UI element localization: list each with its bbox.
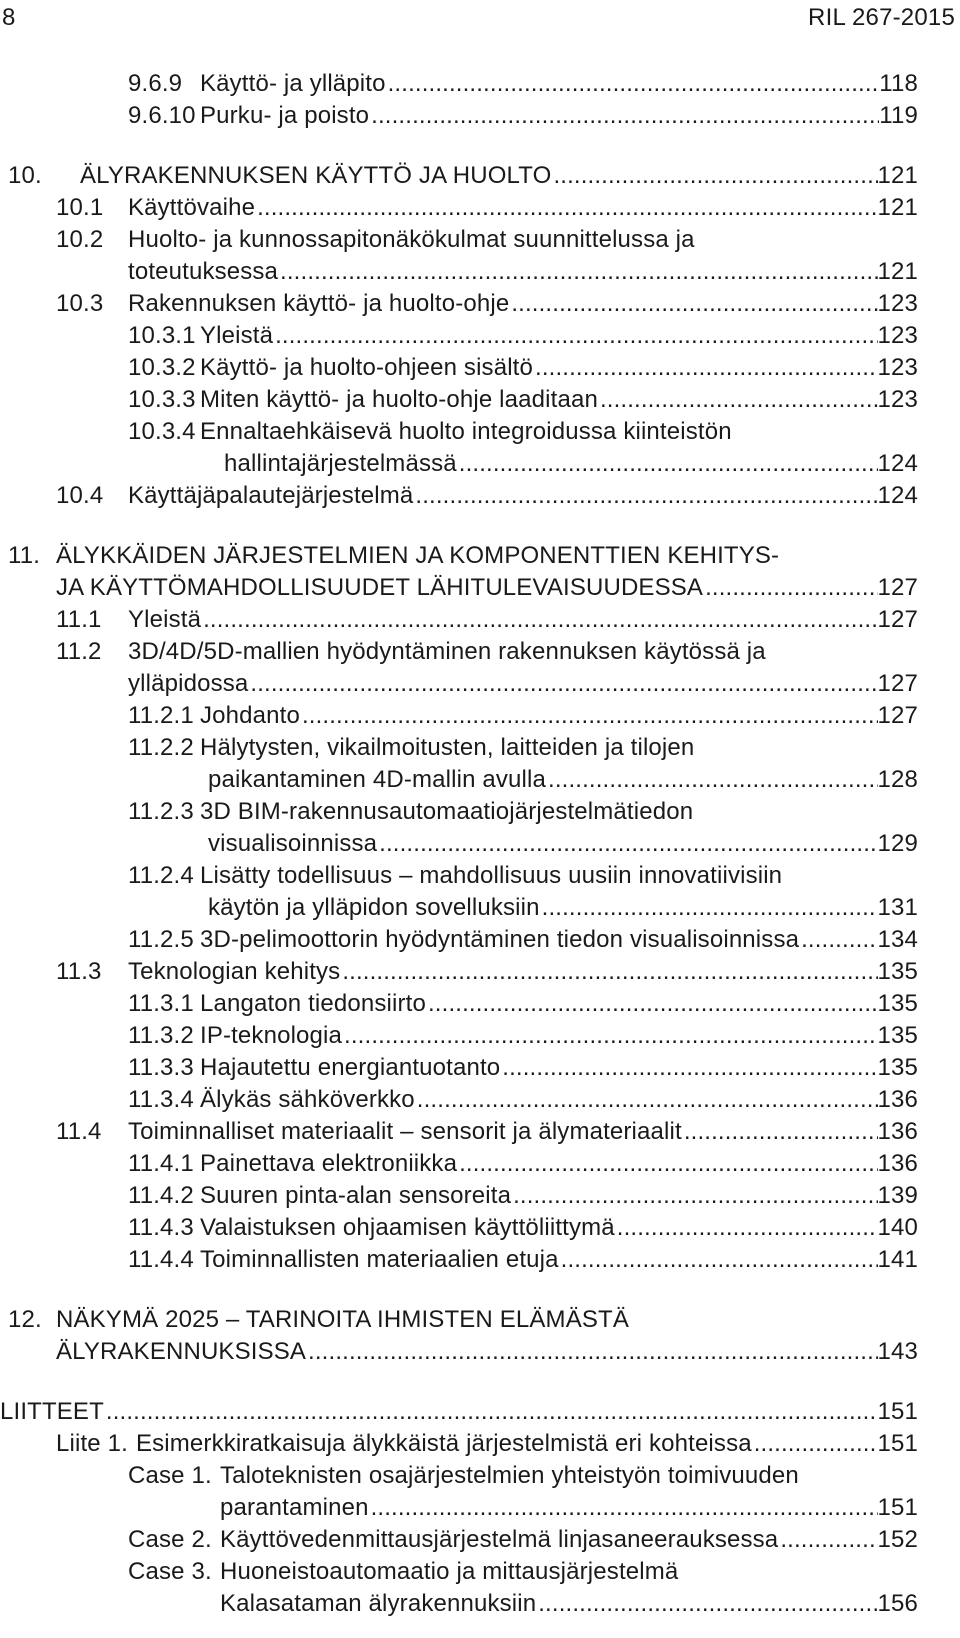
toc-entry-number: 11.3.3 xyxy=(128,1054,194,1081)
toc-entry-number: 10.4 xyxy=(56,482,104,509)
toc-entry-page: 136 xyxy=(877,1086,918,1113)
toc-entry[interactable] xyxy=(56,670,918,702)
toc-entry[interactable] xyxy=(8,162,918,194)
toc-entry[interactable] xyxy=(128,1590,918,1622)
toc-entry-page: 123 xyxy=(877,354,918,381)
toc-entry-page: 123 xyxy=(877,290,918,317)
toc-leader-dots xyxy=(340,958,877,986)
toc-entry[interactable] xyxy=(128,1182,918,1214)
toc-entry-title: LIITTEET xyxy=(0,1398,104,1425)
toc-entry-number: 11.3 xyxy=(56,958,102,985)
toc-entry[interactable] xyxy=(56,958,918,990)
toc-entry-page: 127 xyxy=(877,670,918,697)
toc-entry[interactable] xyxy=(56,194,918,226)
toc-entry-page: 151 xyxy=(877,1398,918,1425)
toc-entry-page: 140 xyxy=(877,1214,918,1241)
toc-entry[interactable] xyxy=(128,354,918,386)
toc-entry-page: 135 xyxy=(877,1054,918,1081)
toc-entry-title: IP-teknologia xyxy=(200,1022,343,1049)
page-number: 8 xyxy=(2,4,16,31)
toc-entry-number: 11.3.2 xyxy=(128,1022,194,1049)
toc-entry-title: Ennaltaehkäisevä huolto integroidussa kiinteistön xyxy=(200,418,732,445)
toc-entry[interactable] xyxy=(0,1398,918,1430)
toc-entry-page: 139 xyxy=(877,1182,918,1209)
toc-entry[interactable] xyxy=(128,1494,918,1526)
toc-entry[interactable] xyxy=(128,830,918,862)
toc-entry-title: Purku- ja poisto xyxy=(200,102,370,129)
toc-entry-title: Rakennuksen käyttö- ja huolto-ohje xyxy=(128,290,510,317)
toc-entry-number: 11.2.5 xyxy=(128,926,194,953)
toc-entry-number: 10.3.4 xyxy=(128,418,196,445)
toc-entry-number: 11.4.2 xyxy=(128,1182,194,1209)
toc-entry[interactable] xyxy=(56,606,918,638)
toc-entry-number: 11.2.1 xyxy=(128,702,194,729)
toc-entry[interactable] xyxy=(128,798,918,830)
toc-entry-number: 11.2 xyxy=(56,638,102,665)
toc-entry-title: Yleistä xyxy=(200,322,274,349)
toc-entry-page: 118 xyxy=(879,70,918,97)
toc-entry[interactable] xyxy=(128,102,918,134)
toc-leader-dots xyxy=(799,926,877,954)
toc-entry-page: 151 xyxy=(877,1430,918,1457)
toc-entry[interactable] xyxy=(56,1118,918,1150)
toc-entry-title: Käyttö- ja huolto-ohjeen sisältö xyxy=(200,354,533,381)
toc-entry[interactable] xyxy=(128,926,918,958)
toc-entry-number: 11.4 xyxy=(56,1118,102,1145)
toc-leader-dots xyxy=(509,290,877,318)
toc-entry[interactable] xyxy=(128,386,918,418)
toc-entry-page: 135 xyxy=(877,1022,918,1049)
toc-entry-title: Käyttövedenmittausjärjestelmä linjasaneerauksessa xyxy=(220,1526,779,1553)
toc-entry[interactable] xyxy=(128,766,918,798)
toc-entry-number: 11.2.4 xyxy=(128,862,194,889)
toc-entry-number: 11.2.2 xyxy=(128,734,194,761)
toc-entry[interactable] xyxy=(128,1526,918,1558)
toc-entry-title: käytön ja ylläpidon sovelluksiin xyxy=(208,894,540,921)
toc-entry-number: 11.3.1 xyxy=(128,990,194,1017)
toc-entry-title: 3D-pelimoottorin hyödyntäminen tiedon visualisoinnissa xyxy=(200,926,800,953)
toc-entry-page: 135 xyxy=(877,958,918,985)
toc-entry-title: visualisoinnissa xyxy=(208,830,378,857)
toc-entry[interactable] xyxy=(128,1558,918,1590)
toc-entry[interactable] xyxy=(128,862,918,894)
toc-entry-title: Langaton tiedonsiirto xyxy=(200,990,426,1017)
toc-entry-number: 12. xyxy=(8,1306,42,1333)
toc-entry-title: toteutuksessa xyxy=(128,258,279,285)
toc-leader-dots xyxy=(752,1430,878,1458)
toc-entry[interactable] xyxy=(128,70,918,102)
toc-entry[interactable] xyxy=(56,1430,918,1462)
toc-entry-page: 119 xyxy=(879,102,918,129)
toc-leader-dots xyxy=(540,894,878,922)
toc-entry-title: ylläpidossa xyxy=(128,670,249,697)
toc-entry-page: 127 xyxy=(877,574,918,601)
toc-entry-page: 156 xyxy=(877,1590,918,1617)
toc-entry[interactable] xyxy=(128,1462,918,1494)
toc-entry-page: 124 xyxy=(877,450,918,477)
toc-leader-dots xyxy=(533,354,878,382)
toc-entry-page: 135 xyxy=(877,990,918,1017)
toc-entry-title: Miten käyttö- ja huolto-ohje laaditaan xyxy=(200,386,598,413)
toc-leader-dots xyxy=(426,990,878,1018)
toc-entry-number: 9.6.9 xyxy=(128,70,183,97)
toc-entry[interactable] xyxy=(128,1150,918,1182)
toc-entry[interactable] xyxy=(128,450,918,482)
toc-entry-number: 11. xyxy=(8,542,41,569)
toc-entry-title: ÄLYKKÄIDEN JÄRJESTELMIEN JA KOMPONENTTIEN KEHITYS- xyxy=(56,542,780,569)
toc-entry-number: Liite 1. xyxy=(56,1430,128,1457)
toc-entry-page: 131 xyxy=(877,894,918,921)
toc-entry-title: Suuren pinta-alan sensoreita xyxy=(200,1182,512,1209)
toc-entry-page: 129 xyxy=(877,830,918,857)
toc-entry-page: 134 xyxy=(877,926,918,953)
toc-entry-number: 10.2 xyxy=(56,226,104,253)
toc-entry-number: 10.3.1 xyxy=(128,322,196,349)
toc-entry[interactable] xyxy=(8,542,918,574)
toc-leader-dots xyxy=(703,574,877,602)
toc-entry-page: 123 xyxy=(877,322,918,349)
toc-entry-number: Case 3. xyxy=(128,1558,212,1585)
toc-entry-title: Painettava elektroniikka xyxy=(200,1150,458,1177)
toc-entry-title: Lisätty todellisuus – mahdollisuus uusiin innovatiivisiin xyxy=(200,862,783,889)
toc-leader-dots xyxy=(457,1150,877,1178)
toc-entry-page: 121 xyxy=(877,194,918,221)
toc-entry-page: 136 xyxy=(877,1150,918,1177)
toc-entry-title: NÄKYMÄ 2025 – TARINOITA IHMISTEN ELÄMÄSTÄ xyxy=(56,1306,629,1333)
toc-entry[interactable] xyxy=(56,290,918,322)
toc-entry-title: Toiminnalliset materiaalit – sensorit ja älymateriaalit xyxy=(128,1118,682,1145)
toc-entry-title: Toiminnallisten materiaalien etuja xyxy=(200,1246,559,1273)
toc-entry-number: 10. xyxy=(8,162,42,189)
toc-entry-page: 121 xyxy=(877,258,918,285)
toc-leader-dots xyxy=(457,450,878,478)
toc-entry-number: 9.6.10 xyxy=(128,102,196,129)
toc-leader-dots xyxy=(536,1590,877,1618)
toc-entry-title: Käyttö- ja ylläpito xyxy=(200,70,386,97)
toc-leader-dots xyxy=(386,70,880,98)
toc-entry-page: 127 xyxy=(877,702,918,729)
toc-entry-page: 124 xyxy=(877,482,918,509)
toc-leader-dots xyxy=(415,1086,878,1114)
toc-entry-title: Huoneistoautomaatio ja mittausjärjestelmä xyxy=(220,1558,679,1585)
toc-entry-number: 10.1 xyxy=(56,194,104,221)
toc-entry-page: 143 xyxy=(877,1338,918,1365)
toc-leader-dots xyxy=(500,1054,877,1082)
toc-leader-dots xyxy=(273,322,877,350)
toc-entry-page: 151 xyxy=(877,1494,918,1521)
toc-entry-title: Esimerkkiratkaisuja älykkäistä järjestelmistä eri kohteissa xyxy=(136,1430,752,1457)
toc-entry-number: 10.3.3 xyxy=(128,386,196,413)
toc-entry-number: 11.2.3 xyxy=(128,798,194,825)
toc-entry-page: 121 xyxy=(877,162,918,189)
toc-entry-title: ÄLYRAKENNUKSISSA xyxy=(56,1338,307,1365)
toc-entry-title: Teknologian kehitys xyxy=(128,958,341,985)
toc-entry[interactable] xyxy=(56,226,918,258)
toc-entry-page: 141 xyxy=(877,1246,918,1273)
toc-entry-number: 11.4.3 xyxy=(128,1214,194,1241)
toc-entry[interactable] xyxy=(128,894,918,926)
toc-entry-number: 10.3 xyxy=(56,290,104,317)
toc-entry[interactable] xyxy=(128,322,918,354)
toc-entry[interactable] xyxy=(8,574,918,606)
toc-entry-title: JA KÄYTTÖMAHDOLLISUUDET LÄHITULEVAISUUDESSA xyxy=(56,574,704,601)
toc-entry-title: paikantaminen 4D-mallin avulla xyxy=(208,766,547,793)
toc-entry-page: 127 xyxy=(877,606,918,633)
toc-entry[interactable] xyxy=(8,1306,918,1338)
toc-entry[interactable] xyxy=(128,1054,918,1086)
toc-leader-dots xyxy=(369,102,879,130)
toc-entry[interactable] xyxy=(56,638,918,670)
toc-leader-dots xyxy=(300,702,878,730)
running-title: RIL 267-2015 xyxy=(808,4,955,31)
toc-leader-dots xyxy=(413,482,877,510)
toc-entry[interactable] xyxy=(56,1338,918,1370)
toc-leader-dots xyxy=(342,1022,877,1050)
toc-entry-title: Johdanto xyxy=(200,702,300,729)
toc-entry-number: 11.3.4 xyxy=(128,1086,194,1113)
toc-entry-title: ÄLYRAKENNUKSEN KÄYTTÖ JA HUOLTO xyxy=(80,162,552,189)
toc-entry[interactable] xyxy=(128,1214,918,1246)
toc-leader-dots xyxy=(559,1246,878,1274)
toc-leader-dots xyxy=(615,1214,878,1242)
toc-leader-dots xyxy=(546,766,877,794)
toc-leader-dots xyxy=(104,1398,878,1426)
toc-leader-dots xyxy=(255,194,877,222)
toc-entry[interactable] xyxy=(128,1246,918,1278)
toc-entry[interactable] xyxy=(128,1086,918,1118)
toc-entry-title: 3D/4D/5D-mallien hyödyntäminen rakennuksen käytössä ja xyxy=(128,638,766,665)
toc-entry-number: 11.1 xyxy=(56,606,102,633)
toc-entry[interactable] xyxy=(56,482,918,514)
toc-entry-title: Valaistuksen ohjaamisen käyttöliittymä xyxy=(200,1214,615,1241)
toc-entry-title: Yleistä xyxy=(128,606,202,633)
toc-entry-page: 123 xyxy=(877,386,918,413)
toc-leader-dots xyxy=(551,162,877,190)
toc-entry-number: 11.4.1 xyxy=(128,1150,194,1177)
toc-entry-title: Hälytysten, vikailmoitusten, laitteiden ja tilojen xyxy=(200,734,695,761)
toc-leader-dots xyxy=(682,1118,878,1146)
toc-entry-number: Case 1. xyxy=(128,1462,212,1489)
toc-entry-page: 136 xyxy=(877,1118,918,1145)
toc-entry-number: 11.4.4 xyxy=(128,1246,194,1273)
toc-entry[interactable] xyxy=(128,734,918,766)
toc-leader-dots xyxy=(369,1494,878,1522)
toc-leader-dots xyxy=(278,258,877,286)
toc-entry-title: Käyttäjäpalautejärjestelmä xyxy=(128,482,414,509)
toc-entry-title: parantaminen xyxy=(220,1494,369,1521)
toc-leader-dots xyxy=(511,1182,877,1210)
toc-entry-title: Hajautettu energiantuotanto xyxy=(200,1054,501,1081)
toc-entry-title: 3D BIM-rakennusautomaatiojärjestelmätiedon xyxy=(200,798,694,825)
toc-entry-number: 10.3.2 xyxy=(128,354,196,381)
toc-leader-dots xyxy=(248,670,877,698)
toc-entry-title: Kalasataman älyrakennuksiin xyxy=(220,1590,537,1617)
toc-entry-title: Älykäs sähköverkko xyxy=(200,1086,415,1113)
toc-entry-title: Huolto- ja kunnossapitonäkökulmat suunnittelussa ja xyxy=(128,226,695,253)
toc-leader-dots xyxy=(377,830,877,858)
toc-entry-page: 128 xyxy=(877,766,918,793)
toc-entry-title: Käyttövaihe xyxy=(128,194,256,221)
toc-entry-number: Case 2. xyxy=(128,1526,212,1553)
toc-entry[interactable] xyxy=(128,702,918,734)
toc-entry[interactable] xyxy=(128,990,918,1022)
toc-leader-dots xyxy=(598,386,878,414)
toc-leader-dots xyxy=(306,1338,877,1366)
toc-entry-page: 152 xyxy=(877,1526,918,1553)
toc-entry[interactable] xyxy=(56,258,918,290)
toc-leader-dots xyxy=(201,606,877,634)
toc-entry-title: Taloteknisten osajärjestelmien yhteistyön toimivuuden xyxy=(220,1462,799,1489)
toc-entry[interactable] xyxy=(128,418,918,450)
toc-leader-dots xyxy=(778,1526,877,1554)
toc-entry-title: hallintajärjestelmässä xyxy=(224,450,457,477)
toc-entry[interactable] xyxy=(128,1022,918,1054)
